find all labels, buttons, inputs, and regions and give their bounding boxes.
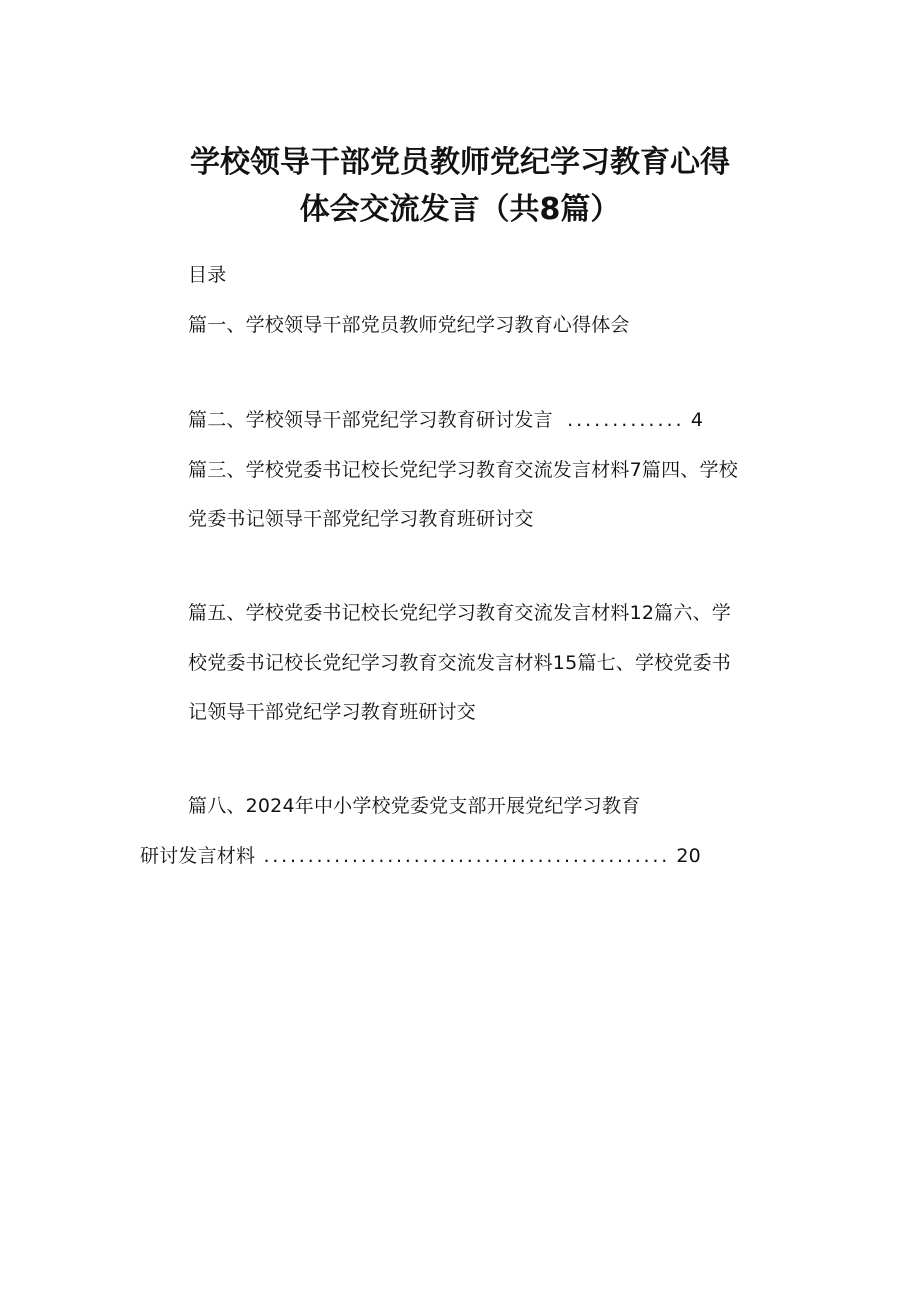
toc-block-3-line-2: 党委书记领导干部党纪学习教育班研讨交 <box>188 508 534 530</box>
toc-item-1: 篇一、学校领导干部党员教师党纪学习教育心得体会 <box>188 314 630 336</box>
toc-item-2-page: 4 <box>690 409 704 431</box>
toc-item-2-leader: ............. <box>567 409 685 431</box>
document-title-line-1: 学校领导干部党员教师党纪学习教育心得 <box>190 145 730 180</box>
toc-item-8-text: 研讨发言材料 <box>140 845 256 867</box>
toc-block-5-line-1: 篇五、学校党委书记校长党纪学习教育交流发言材料12篇六、学 <box>188 602 731 624</box>
toc-block-5-line-2: 校党委书记校长党纪学习教育交流发言材料15篇七、学校党委书 <box>188 652 731 674</box>
toc-block-5-line-3: 记领导干部党纪学习教育班研讨交 <box>188 701 477 723</box>
toc-item-2 <box>188 407 703 433</box>
toc-heading: 目录 <box>188 264 227 286</box>
document-title-line-2: 体会交流发言（共8篇） <box>299 192 621 227</box>
toc-item-8-line-2 <box>140 843 701 869</box>
toc-item-2-text: 篇二、学校领导干部党纪学习教育研讨发言 <box>188 409 553 431</box>
toc-item-8-leader: .............................................. <box>263 845 671 867</box>
toc-item-8-line-1: 篇八、2024年中小学校党委党支部开展党纪学习教育 <box>188 795 641 817</box>
toc-item-8-page: 20 <box>676 845 701 867</box>
toc-block-3-line-1: 篇三、学校党委书记校长党纪学习教育交流发言材料7篇四、学校 <box>188 459 738 481</box>
